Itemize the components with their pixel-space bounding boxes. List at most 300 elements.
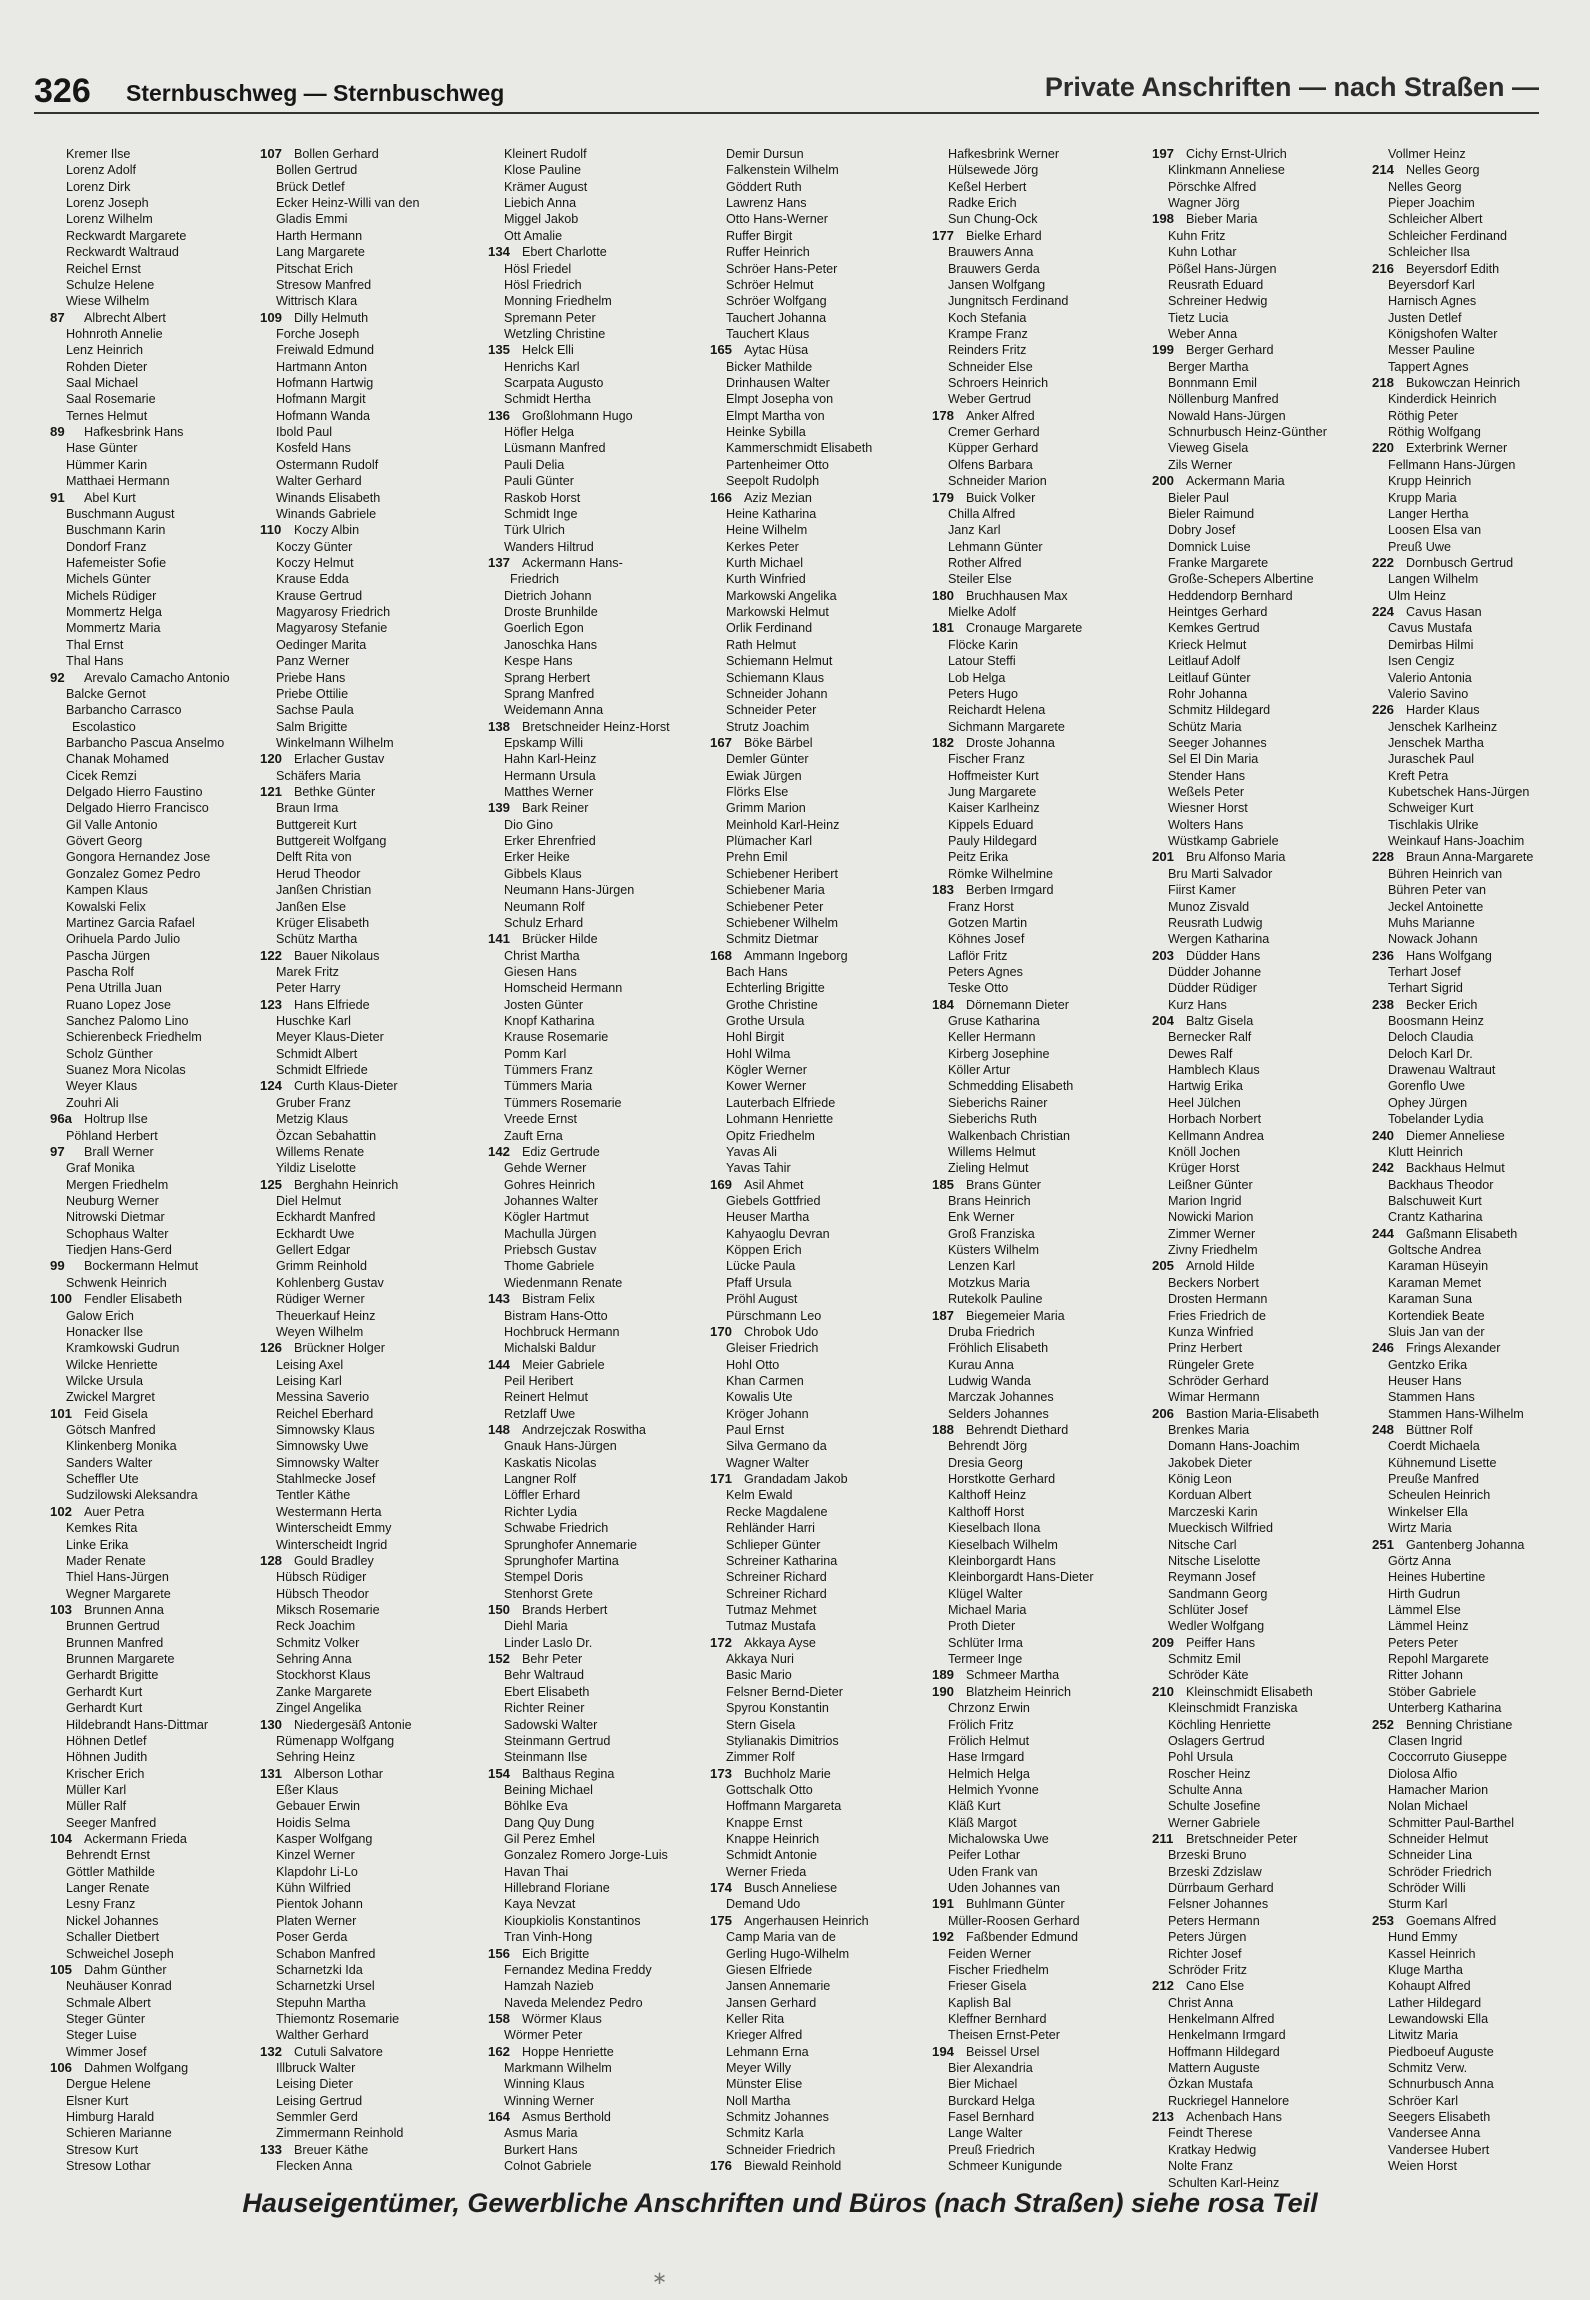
resident-entry: [932, 571, 1150, 587]
resident-entry: [50, 751, 268, 767]
resident-entry: [1372, 1798, 1590, 1814]
resident-name: Helmich Yvonne: [948, 1782, 1039, 1797]
resident-entry: [1372, 670, 1590, 686]
resident-name: Sandmann Georg: [1168, 1586, 1268, 1601]
resident-entry: [932, 1749, 1150, 1765]
resident-entry: [1152, 1504, 1370, 1520]
resident-name: Bühren Peter van: [1388, 883, 1487, 898]
resident-entry: [932, 1258, 1150, 1274]
resident-name: Achenbach Hans: [1186, 2110, 1282, 2125]
resident-name: Schwenk Heinrich: [66, 1275, 167, 1290]
resident-name: Schröder Käte: [1168, 1668, 1249, 1683]
resident-entry: [1152, 1798, 1370, 1814]
resident-name: Druba Friedrich: [948, 1324, 1035, 1339]
resident-name: Krämer August: [504, 179, 588, 194]
resident-name: Sachse Paula: [276, 703, 354, 718]
resident-entry: [260, 1111, 478, 1127]
resident-entry: [50, 1766, 268, 1782]
resident-entry: [710, 1651, 928, 1667]
resident-name: Magyarosy Stefanie: [276, 621, 388, 636]
resident-name: Wanders Hiltrud: [504, 539, 594, 554]
resident-entry: [50, 1700, 268, 1716]
resident-entry: [50, 702, 268, 718]
resident-entry: [488, 1782, 706, 1798]
resident-entry: [710, 1389, 928, 1405]
resident-entry: [50, 1226, 268, 1242]
resident-entry: [260, 653, 478, 669]
resident-entry: [260, 849, 478, 865]
resident-entry: [1372, 1733, 1590, 1749]
house-number-entry: [1152, 1406, 1370, 1422]
resident-name: Wirtz Maria: [1388, 1521, 1452, 1536]
resident-name: Balthaus Regina: [522, 1766, 615, 1781]
resident-entry: [488, 1896, 706, 1912]
house-number-entry: [932, 997, 1150, 1013]
resident-entry: [932, 1111, 1150, 1127]
resident-entry: [710, 1029, 928, 1045]
resident-name: Schulze Helene: [66, 277, 155, 292]
resident-name: Benning Christiane: [1406, 1717, 1513, 1732]
resident-name: Reichel Eberhard: [276, 1406, 374, 1421]
resident-entry: [488, 833, 706, 849]
resident-name: Zouhri Ali: [66, 1095, 119, 1110]
resident-entry: [710, 1798, 928, 1814]
resident-entry: [710, 1308, 928, 1324]
resident-name: Kahyaoglu Devran: [726, 1226, 830, 1241]
resident-name: Prehn Emil: [726, 850, 788, 865]
resident-entry: [50, 1667, 268, 1683]
resident-name: Semmler Gerd: [276, 2110, 358, 2125]
resident-name: Wiedenmann Renate: [504, 1275, 623, 1290]
resident-name: Schneider Else: [948, 359, 1033, 374]
resident-entry: [932, 1438, 1150, 1454]
resident-name: Beyersdorf Edith: [1406, 261, 1500, 276]
resident-entry: [932, 391, 1150, 407]
resident-entry: [260, 1389, 478, 1405]
resident-name: Schulte Anna: [1168, 1782, 1243, 1797]
resident-entry: [1152, 506, 1370, 522]
resident-name: Kieselbach Wilhelm: [948, 1537, 1058, 1552]
house-number-entry: [1372, 1160, 1590, 1176]
resident-name: Kreft Petra: [1388, 768, 1449, 783]
resident-entry: [1372, 195, 1590, 211]
resident-name: Gaßmann Elisabeth: [1406, 1226, 1518, 1241]
resident-entry: [260, 1667, 478, 1683]
house-number-entry: [260, 522, 478, 538]
resident-entry: [50, 915, 268, 931]
resident-entry: [710, 1013, 928, 1029]
resident-entry: [710, 2027, 928, 2043]
resident-entry: [260, 1291, 478, 1307]
resident-name: Hoffmeister Kurt: [948, 768, 1039, 783]
resident-entry: [932, 800, 1150, 816]
resident-entry: [50, 1929, 268, 1945]
resident-entry: [932, 457, 1150, 473]
resident-entry: [1152, 1078, 1370, 1094]
resident-name: Abel Kurt: [84, 490, 136, 505]
resident-name: Henkelmann Alfred: [1168, 2011, 1275, 2026]
resident-name: Preuße Manfred: [1388, 1472, 1479, 1487]
page-number: 326: [34, 72, 91, 110]
house-number: 209: [1152, 1634, 1175, 1650]
resident-entry: [710, 784, 928, 800]
resident-name: Vieweg Gisela: [1168, 441, 1249, 456]
resident-name: Köller Artur: [948, 1063, 1011, 1078]
resident-entry: [260, 1046, 478, 1062]
resident-name: Henkelmann Irmgard: [1168, 2028, 1286, 2043]
resident-name: Großlohmann Hugo: [522, 408, 633, 423]
resident-entry: [1152, 1226, 1370, 1242]
resident-name: Wolters Hans: [1168, 817, 1244, 832]
resident-name: Pohl Ursula: [1168, 1750, 1234, 1765]
resident-entry: [710, 539, 928, 555]
house-number-entry: [710, 1880, 928, 1896]
resident-name: Kleinborgardt Hans: [948, 1553, 1056, 1568]
resident-entry: [488, 228, 706, 244]
resident-entry: [1372, 1520, 1590, 1536]
resident-name: Angerhausen Heinrich: [744, 1913, 869, 1928]
resident-name: Gleiser Friedrich: [726, 1341, 819, 1356]
resident-entry: [1152, 719, 1370, 735]
resident-name: Buhlmann Günter: [966, 1897, 1065, 1912]
resident-entry: [932, 1962, 1150, 1978]
resident-entry: [488, 670, 706, 686]
resident-entry: [488, 539, 706, 555]
house-number: 99: [50, 1258, 65, 1274]
resident-name: Schmitz Emil: [1168, 1652, 1241, 1667]
resident-name: Dahmen Wolfgang: [84, 2061, 189, 2076]
house-number: 242: [1372, 1160, 1395, 1176]
resident-name: Thiemontz Rosemarie: [276, 2011, 400, 2026]
resident-name: Silva Germano da: [726, 1439, 827, 1454]
resident-entry: [1372, 1193, 1590, 1209]
resident-entry: [50, 1308, 268, 1324]
resident-name: Mielke Adolf: [948, 605, 1016, 620]
house-number: 182: [932, 734, 955, 750]
resident-entry: [932, 506, 1150, 522]
resident-name: Simnowsky Walter: [276, 1455, 380, 1470]
resident-entry: [488, 2158, 706, 2174]
resident-entry: [932, 522, 1150, 538]
resident-name: Diel Helmut: [276, 1194, 342, 1208]
resident-name: Kurau Anna: [948, 1357, 1014, 1372]
house-number: 124: [260, 1078, 283, 1094]
resident-name: Spyrou Konstantin: [726, 1701, 829, 1716]
resident-name: Brall Werner: [84, 1144, 154, 1159]
resident-entry: [488, 1389, 706, 1405]
resident-entry: [1372, 2027, 1590, 2043]
resident-entry: [50, 768, 268, 784]
resident-entry: [1372, 228, 1590, 244]
resident-name: Goerlich Egon: [504, 621, 584, 636]
resident-entry: [1372, 1373, 1590, 1389]
resident-name: Hoffmann Hildegard: [1168, 2044, 1280, 2059]
resident-entry: [260, 2158, 478, 2174]
resident-name: Terhart Josef: [1388, 964, 1461, 979]
resident-entry: [1372, 359, 1590, 375]
resident-name: Fendler Elisabeth: [84, 1292, 183, 1307]
resident-name: Demand Udo: [726, 1897, 801, 1912]
resident-entry: [710, 391, 928, 407]
resident-name: Ecker Heinz-Willi van den: [276, 196, 420, 211]
resident-entry: [488, 1209, 706, 1225]
resident-entry: [1372, 1242, 1590, 1258]
resident-name: Langner Rolf: [504, 1472, 577, 1487]
resident-entry: [1152, 915, 1370, 931]
resident-name: Behr Waltraud: [504, 1668, 585, 1683]
footer-note: Hauseigentümer, Gewerbliche Anschriften und Büros (nach Straßen) siehe rosa Teil: [242, 2188, 1318, 2218]
resident-name: Jeckel Antoinette: [1388, 899, 1484, 914]
resident-entry: [1372, 1111, 1590, 1127]
resident-entry: [1152, 2076, 1370, 2092]
resident-entry: [260, 980, 478, 996]
resident-entry: [260, 408, 478, 424]
resident-name: Dondorf Franz: [66, 539, 147, 554]
resident-name: Kelm Ewald: [726, 1488, 793, 1503]
resident-entry: [260, 1946, 478, 1962]
resident-name: Kramkowski Gudrun: [66, 1341, 180, 1356]
resident-name: Felsner Johannes: [1168, 1897, 1269, 1912]
resident-entry: [488, 637, 706, 653]
resident-name: Escolastico: [72, 719, 136, 734]
resident-entry: [932, 326, 1150, 342]
resident-entry: [488, 899, 706, 915]
resident-entry: [50, 866, 268, 882]
resident-name: Keller Hermann: [948, 1030, 1036, 1045]
resident-name: Weber Gertrud: [948, 392, 1032, 407]
resident-name: Kampen Klaus: [66, 883, 148, 898]
resident-name: Grimm Reinhold: [276, 1259, 367, 1274]
resident-name: Andrzejczak Roswitha: [522, 1423, 646, 1438]
resident-entry: [710, 1586, 928, 1602]
resident-entry: [488, 686, 706, 702]
resident-name: Feindt Therese: [1168, 2126, 1253, 2141]
column-4: [710, 146, 928, 2174]
house-number-entry: [932, 1896, 1150, 1912]
resident-name: Pomm Karl: [504, 1046, 567, 1061]
resident-entry: [1372, 1406, 1590, 1422]
house-number: 165: [710, 342, 733, 358]
resident-entry: [932, 1766, 1150, 1782]
resident-name: Krieck Helmut: [1168, 637, 1247, 652]
resident-name: Hase Irmgard: [948, 1750, 1025, 1765]
house-number: 210: [1152, 1683, 1175, 1699]
resident-entry: [1372, 735, 1590, 751]
resident-name: Peters Hermann: [1168, 1913, 1260, 1928]
resident-entry: [50, 342, 268, 358]
house-number: 137: [488, 554, 511, 570]
resident-name: Krischer Erich: [66, 1766, 145, 1781]
resident-name: Brunnen Manfred: [66, 1635, 164, 1650]
house-number: 226: [1372, 702, 1395, 718]
resident-name: Meier Gabriele: [522, 1357, 605, 1372]
resident-entry: [710, 277, 928, 293]
resident-entry: [1152, 1471, 1370, 1487]
resident-entry: [710, 211, 928, 227]
resident-entry: [932, 261, 1150, 277]
resident-name: Grandadam Jakob: [744, 1472, 848, 1487]
resident-entry: [710, 1062, 928, 1078]
resident-name: Gruse Katharina: [948, 1014, 1040, 1029]
resident-name: Bruchhausen Max: [966, 588, 1068, 603]
resident-name: Schneider Marion: [948, 474, 1047, 489]
resident-name: Teske Otto: [948, 981, 1009, 996]
resident-name: Klutt Heinrich: [1388, 1144, 1463, 1159]
resident-name: Krüger Elisabeth: [276, 915, 370, 930]
resident-name: Kühn Wilfried: [276, 1881, 351, 1896]
house-number-entry: [488, 1651, 706, 1667]
resident-entry: [50, 1586, 268, 1602]
resident-name: Kläß Margot: [948, 1815, 1017, 1830]
resident-name: Michels Rüdiger: [66, 588, 157, 603]
resident-name: Becker Erich: [1406, 997, 1478, 1012]
resident-name: Ruffer Heinrich: [726, 245, 810, 260]
resident-entry: [260, 686, 478, 702]
resident-entry: [1152, 2060, 1370, 2076]
resident-entry: [932, 539, 1150, 555]
resident-name: Klapdohr Li-Lo: [276, 1864, 358, 1879]
resident-name: Oedinger Marita: [276, 637, 367, 652]
resident-name: Tappert Agnes: [1388, 359, 1469, 374]
resident-name: Groß Franziska: [948, 1226, 1035, 1241]
resident-entry: [1372, 244, 1590, 260]
resident-entry: [710, 1504, 928, 1520]
resident-name: Walkenbach Christian: [948, 1128, 1071, 1143]
resident-entry: [932, 277, 1150, 293]
resident-name: Bistram Felix: [522, 1292, 595, 1307]
resident-entry: [488, 1029, 706, 1045]
resident-entry: [932, 817, 1150, 833]
house-number: 228: [1372, 849, 1395, 865]
resident-name: Sichmann Margarete: [948, 719, 1065, 734]
resident-entry: [260, 261, 478, 277]
resident-entry: [1372, 2044, 1590, 2060]
resident-entry: [488, 964, 706, 980]
resident-entry: [50, 2158, 268, 2174]
resident-entry: [488, 980, 706, 996]
resident-entry: [50, 1389, 268, 1405]
resident-entry: [260, 719, 478, 735]
house-number-entry: [1152, 1635, 1370, 1651]
resident-entry: [1152, 784, 1370, 800]
resident-name: Heddendorp Bernhard: [1168, 588, 1293, 603]
resident-entry: [260, 1602, 478, 1618]
resident-entry: [260, 293, 478, 309]
house-number: 205: [1152, 1258, 1175, 1274]
resident-name: Niedergesäß Antonie: [294, 1717, 412, 1732]
house-number-entry: [1372, 261, 1590, 277]
resident-entry: [50, 522, 268, 538]
resident-entry: [710, 408, 928, 424]
resident-entry: [260, 1847, 478, 1863]
resident-entry: [710, 293, 928, 309]
resident-name: Machulla Jürgen: [504, 1226, 597, 1241]
resident-name: Lenzen Karl: [948, 1259, 1016, 1274]
resident-entry: [710, 555, 928, 571]
resident-name: Büttner Rolf: [1406, 1423, 1473, 1438]
resident-entry: [50, 833, 268, 849]
resident-entry: [1152, 490, 1370, 506]
resident-name: Ostermann Rudolf: [276, 457, 379, 472]
resident-entry: [260, 866, 478, 882]
house-number-entry: [488, 2011, 706, 2027]
resident-entry: [488, 620, 706, 636]
house-number-entry: [488, 1357, 706, 1373]
resident-entry: [932, 1717, 1150, 1733]
resident-name: Pörschke Alfred: [1168, 179, 1257, 194]
resident-entry: [50, 539, 268, 555]
house-number-entry: [1152, 1831, 1370, 1847]
resident-name: Wagner Walter: [726, 1455, 810, 1470]
house-number: 135: [488, 342, 511, 358]
resident-entry: [1372, 2076, 1590, 2092]
resident-entry: [1152, 768, 1370, 784]
resident-name: Zimmermann Reinhold: [276, 2126, 404, 2141]
resident-entry: [1152, 2158, 1370, 2174]
resident-entry: [260, 1095, 478, 1111]
resident-name: Khan Carmen: [726, 1373, 804, 1388]
resident-name: Hans Elfriede: [294, 997, 370, 1012]
resident-entry: [488, 1847, 706, 1863]
resident-entry: [488, 2027, 706, 2043]
resident-name: Schwabe Friedrich: [504, 1521, 609, 1536]
resident-entry: [50, 277, 268, 293]
resident-name: Böke Bärbel: [744, 735, 813, 750]
resident-name: Bieber Maria: [1186, 212, 1258, 227]
resident-name: Retzlaff Uwe: [504, 1406, 576, 1421]
resident-entry: [1372, 1880, 1590, 1896]
resident-entry: [260, 2093, 478, 2109]
resident-name: Lämmel Else: [1388, 1602, 1461, 1617]
resident-name: Christ Anna: [1168, 1995, 1234, 2010]
house-number-entry: [50, 1258, 268, 1274]
house-number: 251: [1372, 1536, 1395, 1552]
resident-entry: [1152, 1144, 1370, 1160]
resident-name: Arevalo Camacho Antonio: [84, 670, 230, 685]
resident-name: Behr Peter: [522, 1652, 583, 1667]
resident-name: Düdder Johanne: [1168, 964, 1262, 979]
resident-name: Honacker Ilse: [66, 1324, 143, 1339]
resident-entry: [932, 1062, 1150, 1078]
resident-name: Stender Hans: [1168, 768, 1246, 783]
resident-entry: [1152, 195, 1370, 211]
resident-name: Metzig Klaus: [276, 1112, 349, 1127]
resident-entry: [932, 1946, 1150, 1962]
resident-entry: [1372, 1046, 1590, 1062]
house-number: 139: [488, 800, 511, 816]
resident-entry: [260, 817, 478, 833]
resident-name: Kosfeld Hans: [276, 441, 351, 456]
house-number: 130: [260, 1716, 283, 1732]
resident-name: Wittrisch Klara: [276, 294, 358, 309]
resident-entry: [932, 1864, 1150, 1880]
resident-entry: [488, 849, 706, 865]
resident-entry: [260, 1684, 478, 1700]
resident-entry: [488, 1635, 706, 1651]
resident-name: Olfens Barbara: [948, 457, 1033, 472]
resident-name: Dobry Josef: [1168, 523, 1236, 538]
resident-name: Gruber Franz: [276, 1095, 351, 1110]
resident-entry: [932, 2011, 1150, 2027]
resident-entry: [932, 1455, 1150, 1471]
resident-name: Götsch Manfred: [66, 1423, 156, 1438]
house-number: 177: [932, 227, 955, 243]
resident-entry: [1152, 1357, 1370, 1373]
resident-name: Martinez Garcia Rafael: [66, 915, 195, 930]
resident-entry: [1152, 261, 1370, 277]
resident-entry: [932, 1373, 1150, 1389]
resident-name: Schiebener Maria: [726, 883, 825, 898]
